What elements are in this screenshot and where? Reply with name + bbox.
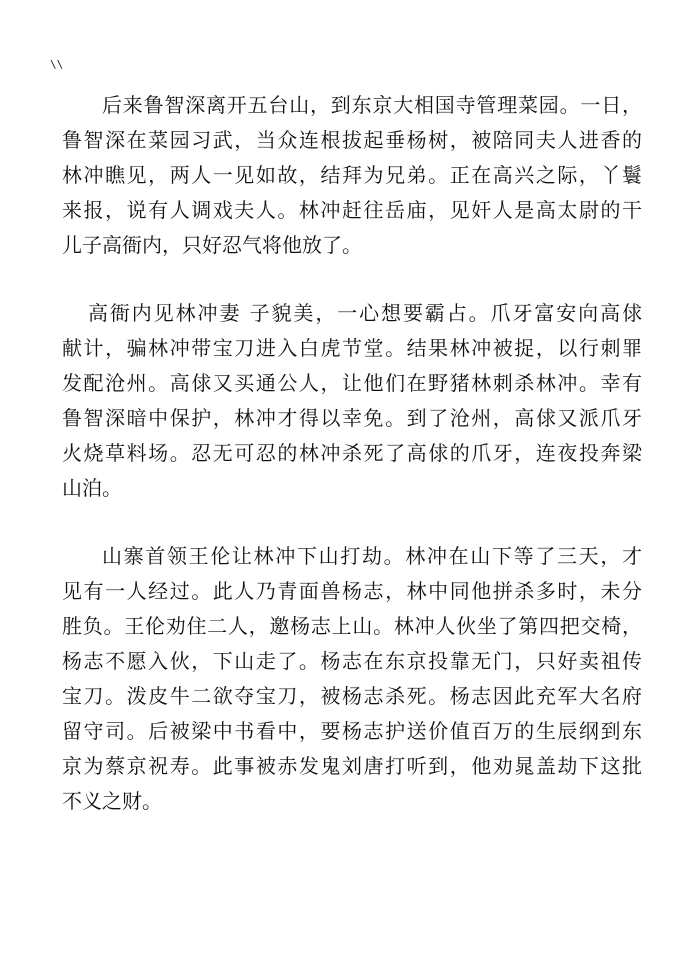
text-line: 火烧草料场。忍无可忍的林冲杀死了高俅的爪牙，连夜投奔梁 (62, 441, 642, 465)
text-line: 京为蔡京祝寿。此事被赤发鬼刘唐打听到，他劝晁盖劫下这批 (62, 754, 642, 778)
text-line: 后来鲁智深离开五台山，到东京大相国寺管理菜园。一日， (102, 93, 642, 117)
text-line: 高衙内见林冲妻 子貌美，一心想要霸占。爪牙富安向高俅 (88, 301, 642, 325)
text-line: 见有一人经过。此人乃青面兽杨志，林中同他拼杀多时，未分 (62, 579, 642, 603)
text-line: 山寨首领王伦让林冲下山打劫。林冲在山下等了三天，才 (102, 544, 642, 568)
text-line: 来报，说有人调戏夫人。林冲赶往岳庙，见奸人是高太尉的干 (62, 198, 642, 222)
paragraph-1 (62, 88, 642, 263)
text-line: 不义之财。 (62, 789, 162, 813)
text-line: 鲁智深暗中保护，林冲才得以幸免。到了沧州，高俅又派爪牙 (62, 406, 642, 430)
text-line: 山泊。 (62, 476, 122, 500)
text-line: 林冲瞧见，两人一见如故，结拜为兄弟。正在高兴之际，丫鬟 (62, 163, 642, 187)
text-line: 胜负。王伦劝住二人，邀杨志上山。林冲人伙坐了第四把交椅， (62, 614, 642, 638)
corner-marker: \\ (50, 58, 64, 71)
text-line: 发配沧州。高俅又买通公人，让他们在野猪林刺杀林冲。幸有 (62, 371, 642, 395)
text-line: 献计，骗林冲带宝刀进入白虎节堂。结果林冲被捉，以行刺罪 (62, 336, 642, 360)
text-line: 杨志不愿入伙，下山走了。杨志在东京投靠无门，只好卖祖传 (62, 649, 642, 673)
text-line: 宝刀。泼皮牛二欲夺宝刀，被杨志杀死。杨志因此充军大名府 (62, 684, 642, 708)
paragraph-3 (62, 539, 642, 819)
paragraph-2 (62, 296, 642, 506)
text-line: 鲁智深在菜园习武，当众连根拔起垂杨树，被陪同夫人进香的 (62, 128, 642, 152)
text-line: 留守司。后被梁中书看中，要杨志护送价值百万的生辰纲到东 (62, 719, 642, 743)
text-line: 儿子高衙内，只好忍气将他放了。 (62, 233, 362, 257)
